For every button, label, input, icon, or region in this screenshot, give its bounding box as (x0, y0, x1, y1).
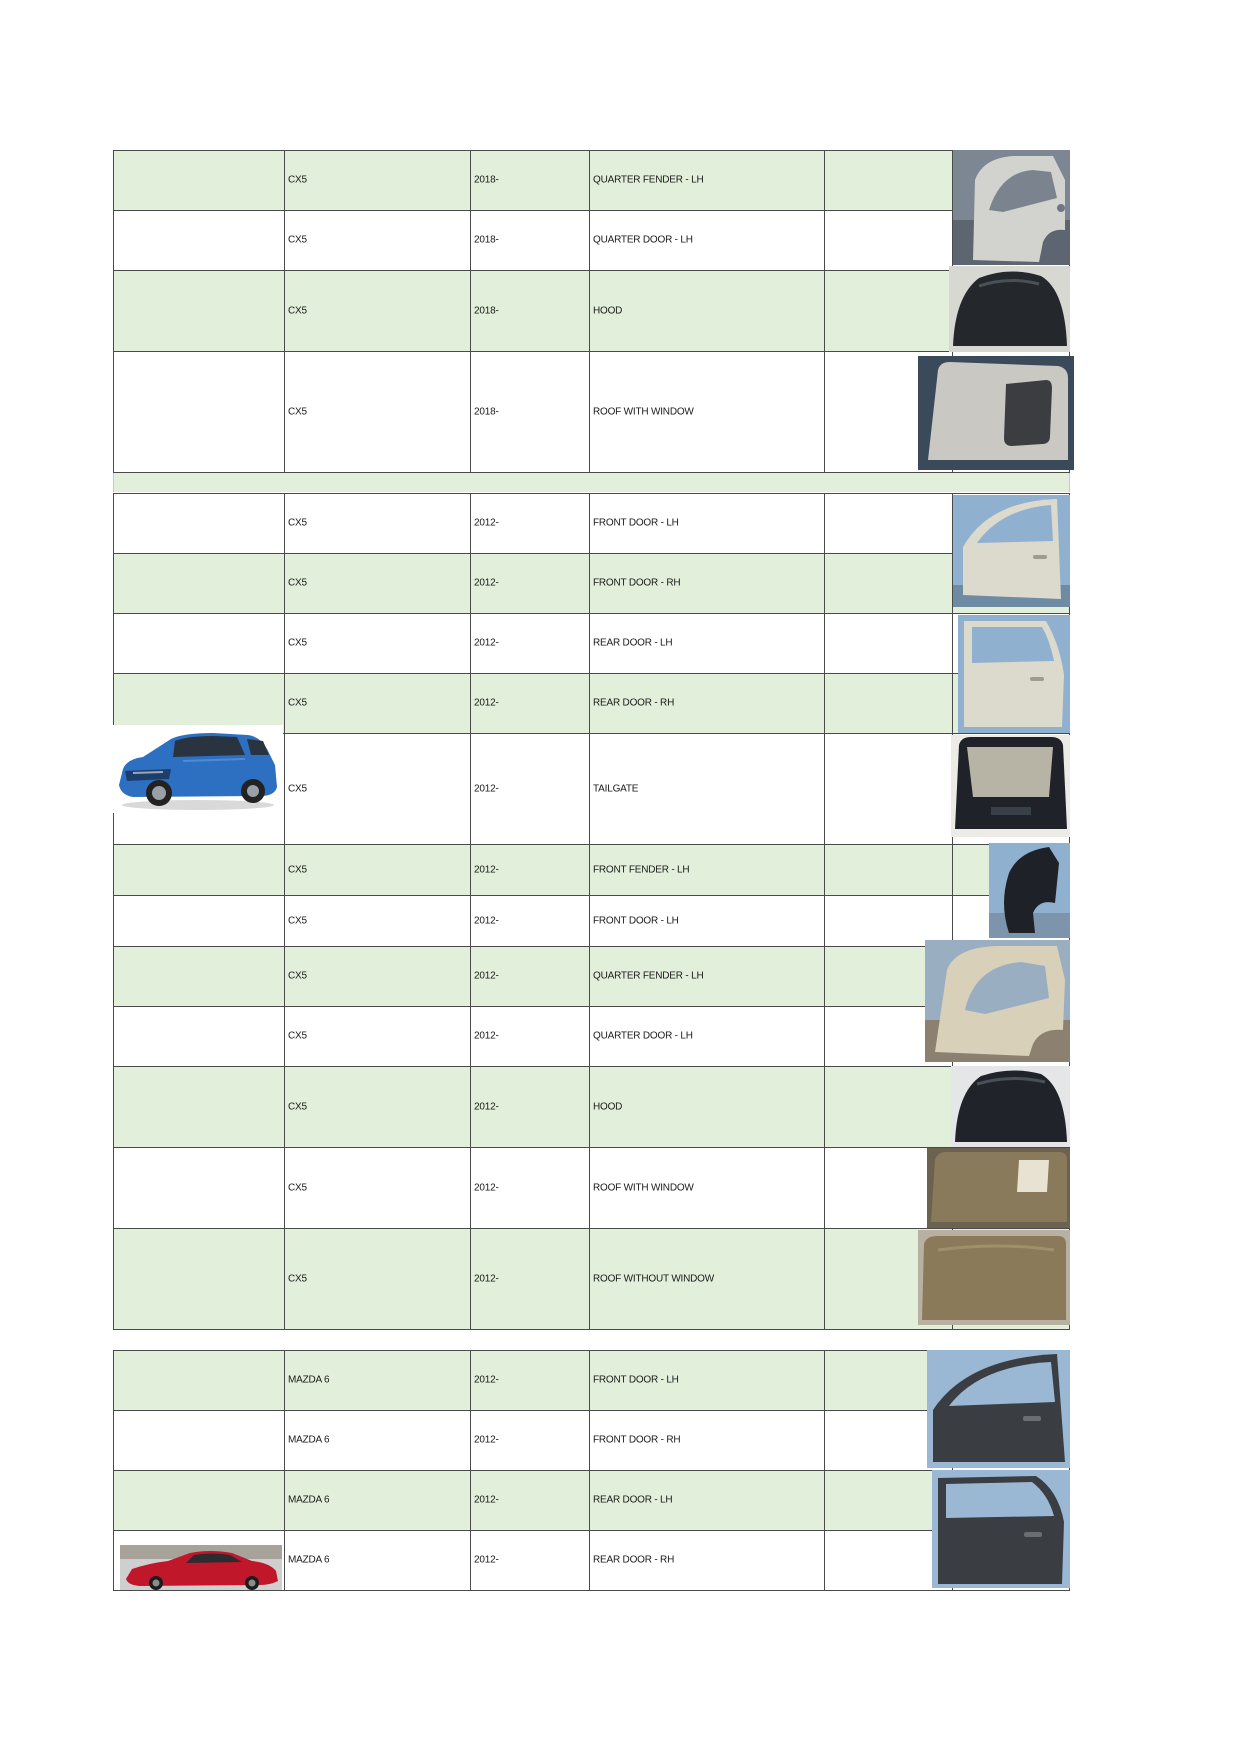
year-cell: 2018- (471, 150, 590, 210)
front-door-photo (927, 1350, 1070, 1468)
model-cell: CX5 (285, 1147, 471, 1228)
model-cell: CX5 (285, 210, 471, 270)
part-cell: FRONT DOOR - LH (590, 1350, 825, 1410)
part-cell: REAR DOOR - LH (590, 613, 825, 673)
part-cell: FRONT DOOR - RH (590, 553, 825, 613)
rear-door-photo (958, 615, 1070, 733)
table-row (113, 673, 1070, 733)
year-cell: 2012- (471, 1410, 590, 1470)
part-cell: QUARTER DOOR - LH (590, 210, 825, 270)
part-cell: FRONT FENDER - LH (590, 844, 825, 895)
table-row (113, 553, 1070, 613)
model-cell: CX5 (285, 895, 471, 946)
model-cell: CX5 (285, 733, 471, 844)
year-cell: 2012- (471, 553, 590, 613)
table-row (113, 270, 1070, 351)
model-cell: CX5 (285, 351, 471, 472)
table-row (113, 493, 1070, 553)
roof-photo (918, 1230, 1070, 1325)
model-cell: CX5 (285, 150, 471, 210)
year-cell: 2012- (471, 1147, 590, 1228)
quarter-panel-photo (925, 940, 1070, 1062)
year-cell: 2018- (471, 210, 590, 270)
model-cell: CX5 (285, 673, 471, 733)
part-cell: FRONT DOOR - LH (590, 493, 825, 553)
table-row (113, 844, 1070, 895)
year-cell: 2012- (471, 1470, 590, 1530)
model-cell: MAZDA 6 (285, 1530, 471, 1590)
cx5-suv-photo (113, 725, 283, 813)
year-cell: 2012- (471, 613, 590, 673)
table-row (113, 613, 1070, 673)
roof-photo (918, 356, 1074, 470)
model-cell: MAZDA 6 (285, 1410, 471, 1470)
model-cell: CX5 (285, 493, 471, 553)
year-cell: 2012- (471, 673, 590, 733)
model-cell: MAZDA 6 (285, 1350, 471, 1410)
part-cell: ROOF WITH WINDOW (590, 1147, 825, 1228)
table-row (113, 895, 1070, 946)
year-cell: 2012- (471, 1350, 590, 1410)
year-cell: 2018- (471, 270, 590, 351)
part-cell: TAILGATE (590, 733, 825, 844)
tailgate-photo (951, 735, 1070, 837)
part-cell: REAR DOOR - RH (590, 673, 825, 733)
front-fender-photo (989, 843, 1070, 938)
model-cell: CX5 (285, 553, 471, 613)
mazda6-sedan-photo (120, 1545, 282, 1590)
year-cell: 2012- (471, 895, 590, 946)
part-cell: ROOF WITHOUT WINDOW (590, 1228, 825, 1329)
year-cell: 2018- (471, 351, 590, 472)
part-cell: QUARTER FENDER - LH (590, 150, 825, 210)
part-cell: HOOD (590, 1066, 825, 1147)
model-cell: CX5 (285, 1006, 471, 1066)
table-row (113, 1470, 1070, 1530)
part-cell: HOOD (590, 270, 825, 351)
year-cell: 2012- (471, 1228, 590, 1329)
year-cell: 2012- (471, 946, 590, 1006)
model-cell: CX5 (285, 844, 471, 895)
part-cell: QUARTER FENDER - LH (590, 946, 825, 1006)
year-cell: 2012- (471, 493, 590, 553)
part-cell: REAR DOOR - LH (590, 1470, 825, 1530)
year-cell: 2012- (471, 733, 590, 844)
quarter-panel-photo (953, 150, 1070, 265)
part-cell: REAR DOOR - RH (590, 1530, 825, 1590)
table-row (113, 150, 1070, 210)
model-cell: CX5 (285, 1066, 471, 1147)
model-cell: CX5 (285, 946, 471, 1006)
model-cell: MAZDA 6 (285, 1470, 471, 1530)
part-cell: FRONT DOOR - RH (590, 1410, 825, 1470)
roof-photo (927, 1148, 1070, 1228)
year-cell: 2012- (471, 1066, 590, 1147)
rear-door-photo (932, 1470, 1070, 1588)
hood-photo (951, 1066, 1070, 1147)
model-cell: CX5 (285, 1228, 471, 1329)
model-cell: CX5 (285, 270, 471, 351)
table-row (113, 210, 1070, 270)
model-cell: CX5 (285, 613, 471, 673)
part-cell: ROOF WITH WINDOW (590, 351, 825, 472)
part-cell: QUARTER DOOR - LH (590, 1006, 825, 1066)
year-cell: 2012- (471, 1530, 590, 1590)
year-cell: 2012- (471, 1006, 590, 1066)
part-cell: FRONT DOOR - LH (590, 895, 825, 946)
table-row (113, 1066, 1070, 1147)
hood-photo (949, 266, 1070, 352)
section-separator (113, 473, 1070, 492)
front-door-photo (953, 495, 1070, 607)
year-cell: 2012- (471, 844, 590, 895)
